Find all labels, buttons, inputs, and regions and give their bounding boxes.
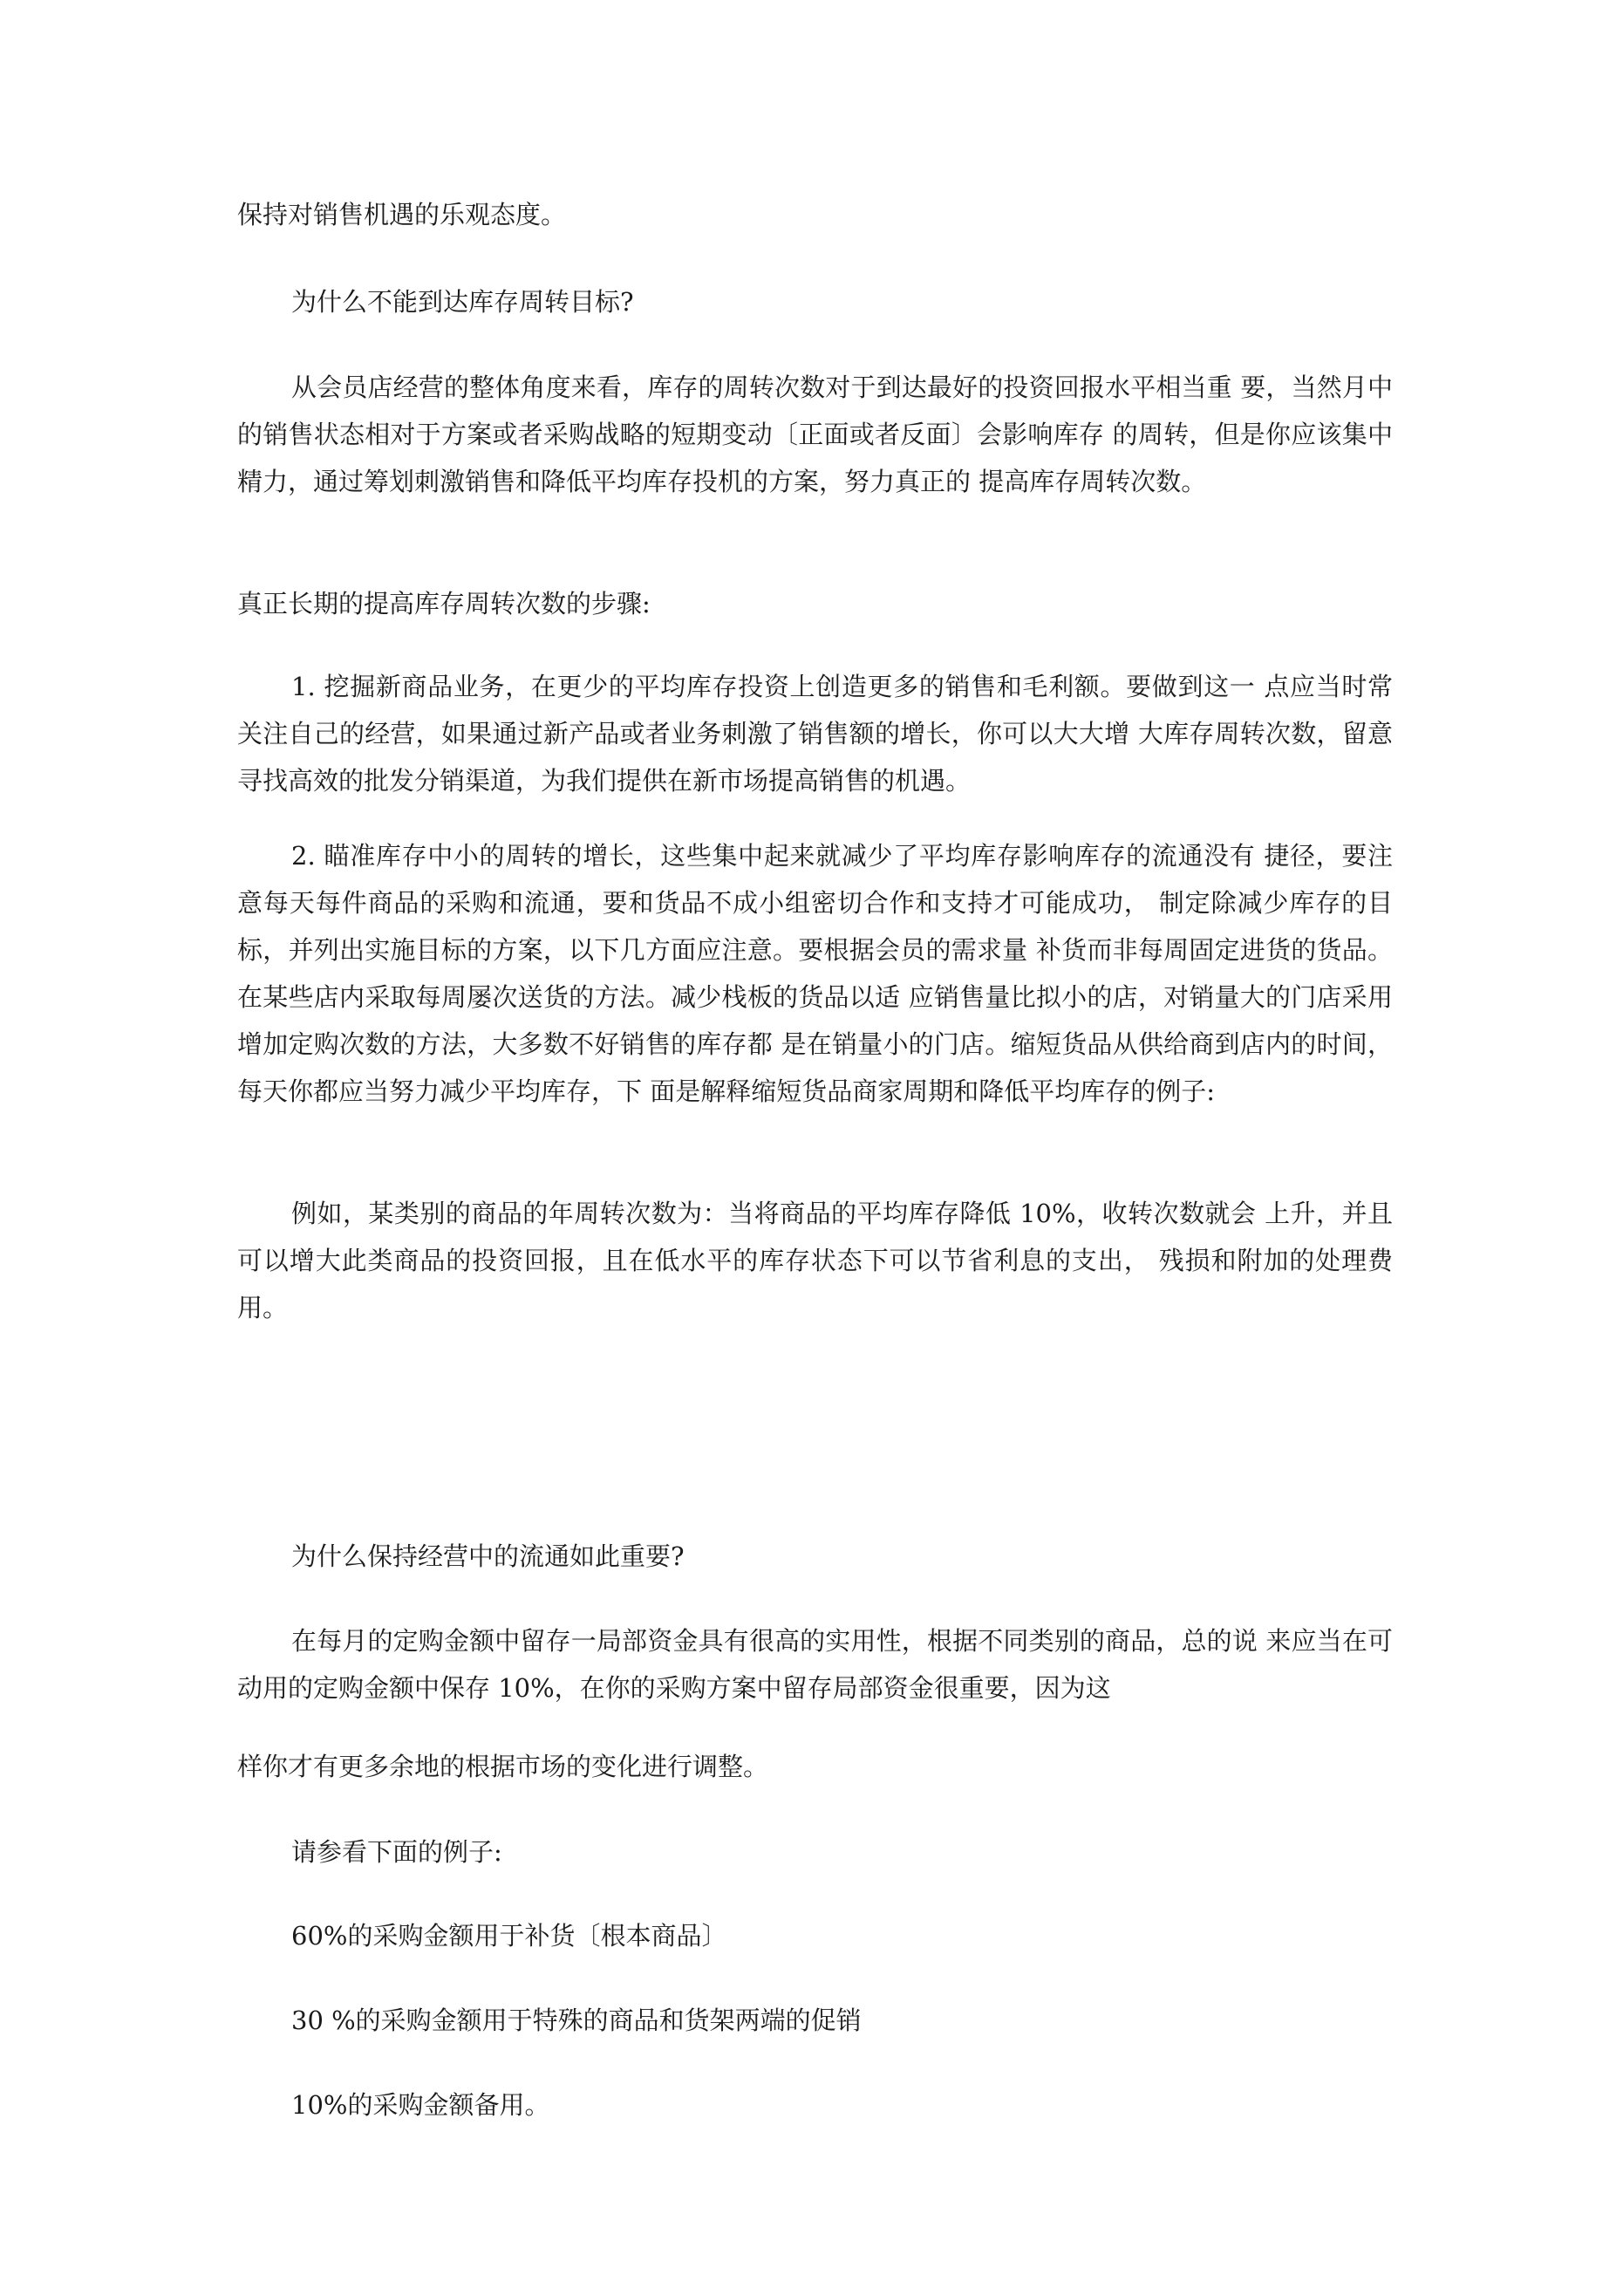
heading-long-term-steps: 真正长期的提高库存周转次数的步骤: xyxy=(237,589,651,618)
paragraph-see-example: 请参看下面的例子: xyxy=(291,1837,502,1867)
paragraph-reserve-funds: 在每月的定购金额中留存一局部资金具有很高的实用性，根据不同类别的商品，总的说 来应当在可动用的定购金额中保存 10%，在你的采购方案中留存局部资金很重要，因为这 xyxy=(237,1626,1393,1703)
example-paragraph: 例如，某类别的商品的年周转次数为：当将商品的平均库存降低 10%，收转次数就会 上升，并且可以增大此类商品的投资回报，且在低水平的库存状态下可以节省利息的支出， 残损和附加的处理费用。 xyxy=(237,1199,1393,1322)
paragraph-reserve-funds-continued: 样你才有更多余地的根据市场的变化进行调整。 xyxy=(237,1752,769,1781)
step-1-paragraph: 1. 挖掘新商品业务，在更少的平均库存投资上创造更多的销售和毛利额。要做到这一 点应当时常关注自己的经营，如果通过新产品或者业务刺激了销售额的增长，你可以大大增 大库存周转次数，留意寻找高效的批发分销渠道，为我们提供在新市场提高销售的机遇。 xyxy=(237,672,1393,796)
list-item-reserve: 10%的采购金额备用。 xyxy=(291,2090,550,2120)
list-item-replenishment: 60%的采购金额用于补货〔根本商品〕 xyxy=(291,1921,727,1951)
heading-why-circulation: 为什么保持经营中的流通如此重要? xyxy=(291,1541,685,1571)
step-2-paragraph: 2. 瞄准库存中小的周转的增长，这些集中起来就减少了平均库存影响库存的流通没有 捷径，要注意每天每件商品的采购和流通，要和货品不成小组密切合作和支持才可能成功， 制定除减少库存的目标，并列出实施目标的方案，以下几方面应注意。要根据会员的需求量 补货而非每周固定进货的货品。在某些店内采取每周屡次送货的方法。减少栈板的货品以适 应销售量比拟小的店，对销量大的门店采用增加定购次数的方法，大多数不好销售的库存都 是在销量小的门店。缩短货品从供给商到店内的时间，每天你都应当努力减少平均库存，下 面是解释缩短货品商家周期和降低平均库存的例子: xyxy=(237,841,1393,1106)
list-item-promotion: 30 %的采购金额用于特殊的商品和货架两端的促销 xyxy=(291,2006,862,2035)
heading-turnover-goal: 为什么不能到达库存周转目标? xyxy=(291,287,634,317)
paragraph-overall-perspective: 从会员店经营的整体角度来看，库存的周转次数对于到达最好的投资回报水平相当重 要，当然月中的销售状态相对于方案或者采购战略的短期变动〔正面或者反面〕会影响库存 的周转，但是你应该集中精力，通过筹划刺激销售和降低平均库存投机的方案，努力真正的 提高库存周转次数。 xyxy=(237,372,1393,496)
paragraph-optimism: 保持对销售机遇的乐观态度。 xyxy=(237,200,567,229)
